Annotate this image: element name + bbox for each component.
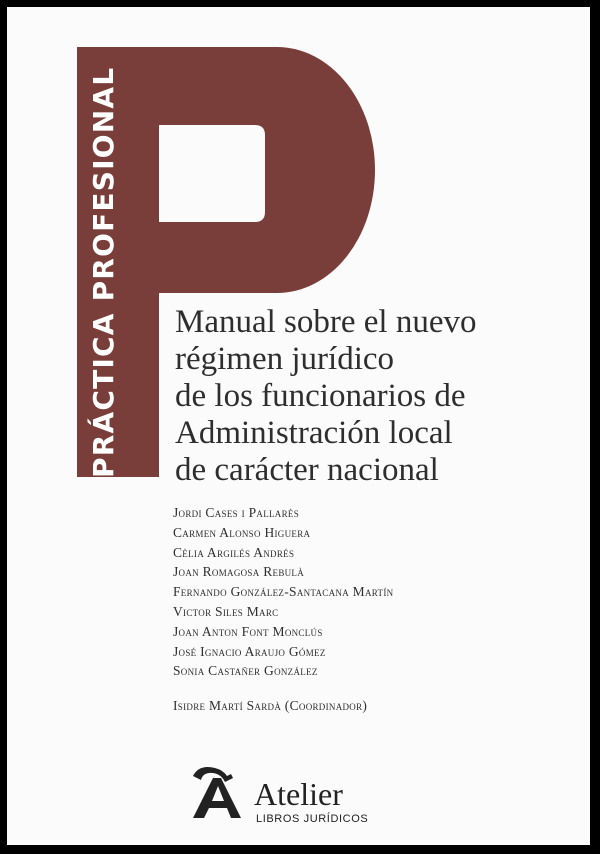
author-name: José Ignacio Araujo Gómez (173, 643, 326, 659)
author-name: Victor Siles Marc (173, 603, 279, 619)
title-line: régimen jurídico (175, 341, 395, 377)
author-name: Sonia Castañer González (173, 663, 318, 679)
author-name: Jordi Cases i Pallarès (173, 505, 299, 520)
publisher-name: Atelier (254, 776, 343, 812)
title-line: Manual sobre el nuevo (175, 304, 477, 340)
title-line: de los funcionarios de (175, 378, 466, 414)
author-name: Fernando González-Santacana Martín (173, 584, 394, 600)
author-name: Joan Anton Font Monclús (173, 623, 323, 639)
author-name: Cèlia Argilés Andrés (173, 544, 295, 560)
atelier-logo-icon (187, 762, 247, 822)
publisher-subtitle: LIBROS JURÍDICOS (256, 813, 369, 825)
book-title (175, 304, 477, 489)
title-line: Administración local (175, 415, 453, 451)
title-line: de carácter nacional (175, 452, 439, 488)
coordinator-name: Isidre Martí Sardà (Coordinador) (173, 698, 368, 713)
series-label: PRÁCTICA PROFESIONAL (87, 66, 120, 478)
author-list (173, 503, 393, 681)
author-name: Carmen Alonso Higuera (173, 524, 311, 540)
book-cover (7, 7, 590, 845)
author-name: Joan Romagosa Rebulà (173, 564, 305, 580)
